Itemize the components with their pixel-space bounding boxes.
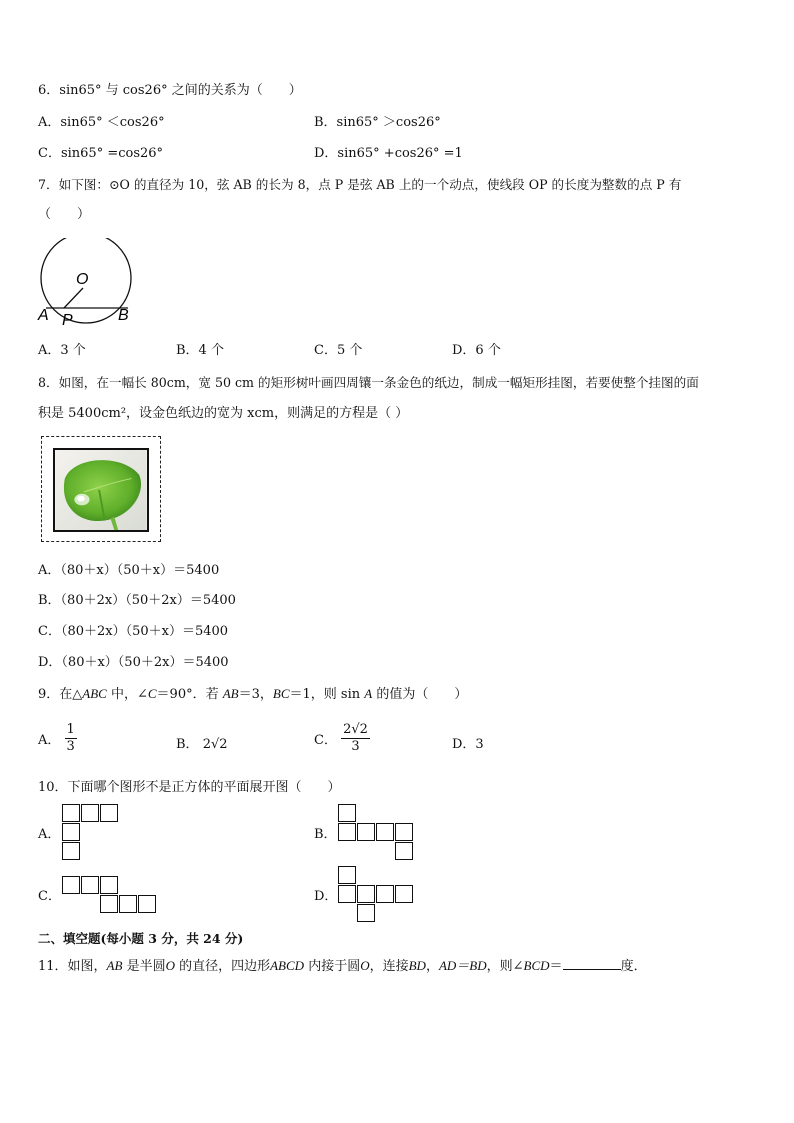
q7-option-b: B．4 个 bbox=[176, 343, 224, 358]
q11-stem bbox=[38, 957, 647, 976]
q9-stem-pre: 9．在△ bbox=[38, 687, 83, 702]
net-square bbox=[138, 895, 156, 913]
q7-label-a: A bbox=[38, 307, 49, 324]
q11-bcd: BCD bbox=[523, 958, 550, 973]
net-square bbox=[81, 876, 99, 894]
q9-option-d: D．3 bbox=[452, 737, 484, 752]
q11-pre: 11．如图， bbox=[38, 959, 107, 974]
q9-option-a-label: A． bbox=[38, 733, 61, 748]
q7-segment-op bbox=[64, 288, 83, 308]
section-heading: 二、填空题(每小题 3 分，共 24 分) bbox=[38, 931, 244, 946]
q10-net-a bbox=[62, 804, 120, 862]
q11-ab: AB bbox=[106, 958, 123, 973]
net-square bbox=[100, 876, 118, 894]
q7-option-d: D．6 个 bbox=[452, 343, 501, 358]
q9-option-a bbox=[38, 722, 77, 755]
net-square bbox=[62, 842, 80, 860]
q7-option-a: A．3 个 bbox=[38, 343, 86, 358]
net-square bbox=[338, 885, 356, 903]
q9-side-bc: BC bbox=[272, 686, 290, 701]
net-square bbox=[62, 823, 80, 841]
q11-abcd: ABCD bbox=[270, 958, 305, 973]
q8-option-a: A．（80＋x）（50＋x）＝5400 bbox=[38, 563, 220, 578]
net-square bbox=[338, 804, 356, 822]
q11-t3: 内接于圆 bbox=[304, 959, 361, 974]
q6-option-a: A．sin65° ＜cos26° bbox=[38, 115, 165, 130]
net-square bbox=[376, 823, 394, 841]
net-square bbox=[395, 885, 413, 903]
q9-side-ab: AB bbox=[222, 686, 239, 701]
q11-t2: 的直径，四边形 bbox=[174, 959, 271, 974]
q9-stem-mid4: ＝1，则 sin bbox=[289, 687, 365, 702]
q11-o2: O bbox=[360, 958, 370, 973]
q6-option-b: B．sin65° ＞cos26° bbox=[314, 115, 441, 130]
q9-angle-c: C bbox=[147, 686, 157, 701]
q10-net-d bbox=[338, 866, 416, 924]
q9-stem-mid1: 中，∠ bbox=[106, 687, 148, 702]
q10-option-d-label: D． bbox=[314, 889, 338, 904]
q10-stem: 10．下面哪个图形不是正方体的平面展开图（ ） bbox=[38, 780, 341, 795]
net-square bbox=[395, 842, 413, 860]
net-square bbox=[357, 904, 375, 922]
q10-option-a-label: A． bbox=[38, 827, 61, 842]
net-square bbox=[100, 804, 118, 822]
q9-option-a-denominator: 3 bbox=[66, 739, 75, 754]
net-square bbox=[81, 804, 99, 822]
q9-option-c-numerator: 2√2 bbox=[343, 722, 368, 737]
q9-option-a-fraction bbox=[65, 722, 77, 755]
q9-angle-a: A bbox=[364, 686, 373, 701]
q9-option-b-value: 2√2 bbox=[202, 737, 228, 752]
q9-triangle-abc: ABC bbox=[82, 686, 107, 701]
net-square bbox=[100, 895, 118, 913]
q10-net-c bbox=[62, 876, 158, 914]
q11-answer-blank[interactable] bbox=[563, 957, 621, 970]
q8-option-b: B．（80＋2x）（50＋2x）＝5400 bbox=[38, 593, 236, 608]
net-square bbox=[119, 895, 137, 913]
q9-stem-mid3: ＝3， bbox=[238, 687, 273, 702]
q9-option-c-denominator: 3 bbox=[351, 739, 360, 754]
q10-option-b-label: B． bbox=[314, 827, 337, 842]
q11-t8: 度． bbox=[620, 959, 647, 974]
net-square bbox=[62, 804, 80, 822]
q8-stem-line2: 积是 5400cm²，设金色纸边的宽为 xcm，则满足的方程是（ ） bbox=[38, 406, 409, 421]
q9-option-a-numerator: 1 bbox=[66, 722, 75, 737]
net-square bbox=[62, 876, 80, 894]
net-square bbox=[357, 885, 375, 903]
q8-framed-picture bbox=[41, 436, 161, 542]
q11-bd: BD bbox=[408, 958, 426, 973]
q8-option-d: D．（80＋x）（50＋2x）＝5400 bbox=[38, 655, 229, 670]
q7-answer-paren: （ ） bbox=[38, 207, 91, 222]
net-square bbox=[338, 866, 356, 884]
q10-net-b bbox=[338, 804, 416, 862]
q9-stem-mid2: ＝90°．若 bbox=[156, 687, 223, 702]
q11-equation: AD＝BD bbox=[438, 958, 487, 973]
q6-stem: 6．sin65° 与 cos26° 之间的关系为（ ） bbox=[38, 83, 302, 98]
q7-option-c: C．5 个 bbox=[314, 343, 363, 358]
net-square bbox=[357, 823, 375, 841]
q10-option-c-label: C． bbox=[38, 889, 61, 904]
net-square bbox=[338, 823, 356, 841]
q11-t1: 是半圆 bbox=[122, 959, 166, 974]
q9-option-c bbox=[314, 722, 370, 755]
q9-stem-end: 的值为（ ） bbox=[372, 687, 468, 702]
q11-o1: O bbox=[165, 958, 175, 973]
q9-option-b-label: B． bbox=[176, 737, 199, 752]
q6-option-c: C．sin65° =cos26° bbox=[38, 146, 164, 161]
q8-stem-line1: 8．如图，在一幅长 80cm，宽 50 cm 的矩形树叶画四周镶一条金色的纸边，制成一幅矩形挂图，若要使整个挂图的面 bbox=[38, 375, 699, 390]
net-square bbox=[395, 823, 413, 841]
q9-option-b bbox=[176, 733, 228, 752]
q9-option-c-fraction bbox=[341, 722, 370, 755]
q7-label-p: P bbox=[62, 312, 73, 329]
leaf-photo bbox=[53, 448, 149, 532]
q9-option-c-label: C． bbox=[314, 733, 337, 748]
q6-option-d: D．sin65° +cos26° =1 bbox=[314, 146, 463, 161]
q11-t4: ，连接 bbox=[369, 959, 409, 974]
q7-label-b: B bbox=[118, 307, 129, 324]
q8-option-c: C．（80＋2x）（50＋x）＝5400 bbox=[38, 624, 229, 639]
q11-t7: ＝ bbox=[549, 959, 563, 974]
q7-label-o: O bbox=[76, 271, 89, 288]
q7-stem: 7．如下图：⊙O 的直径为 10，弦 AB 的长为 8，点 P 是弦 AB 上的一个动点，使线段 OP 的长度为整数的点 P 有 bbox=[38, 177, 682, 192]
q11-t5: ， bbox=[425, 959, 439, 974]
q9-stem bbox=[38, 685, 467, 704]
q7-circle-figure bbox=[36, 238, 136, 330]
q11-t6: ，则∠ bbox=[486, 959, 524, 974]
net-square bbox=[376, 885, 394, 903]
